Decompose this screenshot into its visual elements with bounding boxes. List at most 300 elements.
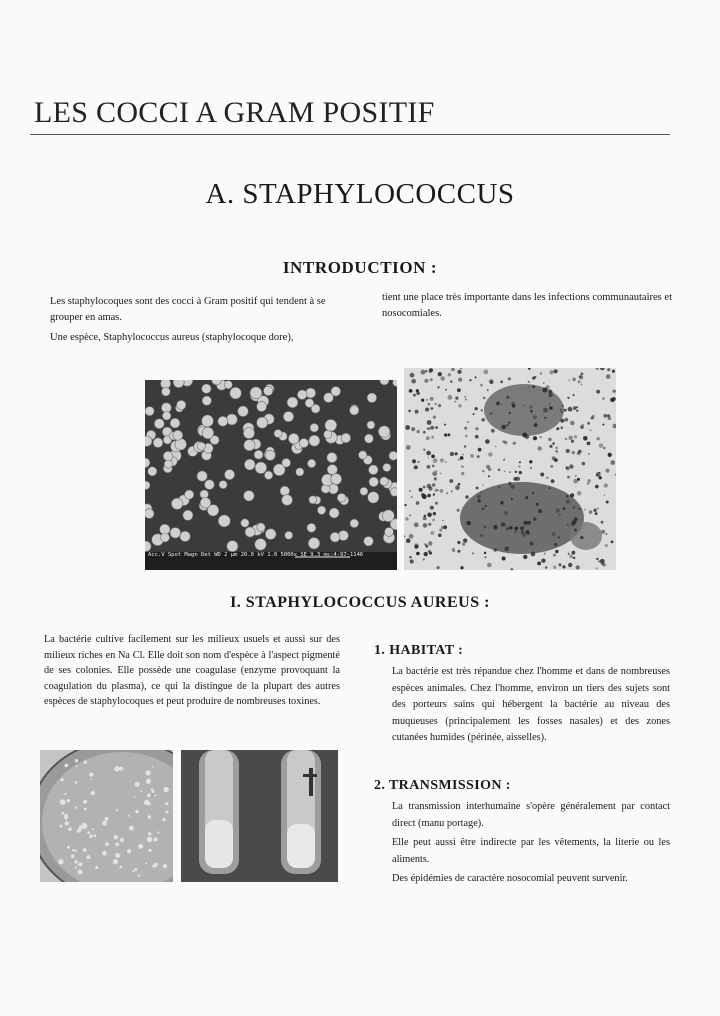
stained-coccus: [545, 566, 548, 569]
stained-coccus: [465, 495, 469, 499]
stained-coccus: [470, 454, 474, 458]
stained-coccus: [409, 514, 411, 516]
stained-coccus: [520, 526, 524, 530]
colony: [138, 874, 140, 876]
stained-coccus: [433, 458, 438, 463]
stained-coccus: [417, 430, 420, 433]
coccus-cell: [324, 430, 332, 438]
coccus-cell: [331, 387, 341, 397]
stained-coccus: [549, 406, 553, 410]
coccus-cell: [226, 414, 237, 425]
stained-coccus: [438, 372, 442, 376]
colony: [74, 860, 78, 864]
stained-coccus: [406, 538, 411, 543]
stained-coccus: [554, 543, 557, 546]
stained-coccus: [452, 548, 456, 552]
stained-coccus: [567, 476, 570, 479]
stained-coccus: [490, 412, 493, 415]
stained-coccus: [435, 502, 438, 505]
stained-coccus: [523, 534, 526, 537]
coccus-cell: [154, 419, 164, 429]
title-rule: [30, 134, 670, 135]
coccus-cell: [161, 533, 170, 542]
stained-coccus: [475, 427, 478, 430]
stained-coccus: [444, 433, 447, 436]
stained-coccus: [423, 431, 426, 434]
coccus-cell: [367, 393, 377, 403]
coccus-cell: [282, 495, 293, 506]
colony: [79, 862, 83, 866]
stained-coccus: [566, 500, 570, 504]
coccus-cell: [244, 459, 255, 470]
stained-coccus: [587, 442, 591, 446]
stained-coccus: [608, 453, 612, 457]
stained-coccus: [607, 414, 610, 417]
colony: [154, 838, 158, 842]
stained-coccus: [554, 369, 558, 373]
stained-coccus: [442, 520, 444, 522]
coccus-cell: [327, 453, 337, 463]
coccus-cell: [244, 440, 255, 451]
coccus-cell: [145, 509, 154, 519]
stained-coccus: [410, 559, 414, 563]
stained-coccus: [478, 448, 482, 452]
coccus-cell: [218, 515, 230, 527]
stained-coccus: [558, 563, 561, 566]
coccus-cell: [350, 406, 359, 415]
stained-coccus: [431, 455, 435, 459]
colony: [115, 843, 119, 847]
stained-coccus: [427, 513, 432, 518]
coccus-cell: [280, 486, 290, 496]
coccus-cell: [245, 527, 255, 537]
coccus-cell: [219, 481, 227, 489]
colony: [135, 782, 140, 787]
staph-aureus-heading: I. STAPHYLOCOCCUS AUREUS :: [230, 594, 490, 611]
stained-coccus: [540, 436, 542, 438]
stained-coccus: [482, 419, 485, 422]
stained-coccus: [587, 479, 590, 482]
stained-coccus: [555, 508, 560, 513]
stained-coccus: [529, 405, 532, 408]
transmission-paragraph-3: Des épidémies de caractère nosocomial peuvent survenir.: [392, 873, 628, 884]
coccus-cell: [288, 433, 299, 444]
habitat-heading: 1. HABITAT :: [374, 643, 464, 658]
coccus-cell: [287, 397, 298, 408]
stained-coccus: [408, 410, 410, 412]
colony: [147, 837, 153, 843]
coccus-cell: [185, 490, 194, 499]
coccus-cell: [197, 442, 205, 450]
stained-coccus: [405, 517, 408, 520]
stained-coccus: [525, 496, 528, 499]
stained-coccus: [603, 447, 605, 449]
stained-coccus: [416, 552, 420, 556]
stained-coccus: [529, 460, 532, 463]
stained-coccus: [607, 368, 610, 371]
stained-coccus: [414, 522, 419, 527]
stained-coccus: [454, 401, 456, 403]
sem-scale-caption: Acc.V Spot Magn Det WD 2 µm 20.0 kV 1.0 5000x SE 9.3 ms:4-97-1146: [148, 552, 364, 558]
stained-coccus: [498, 486, 500, 488]
coccus-cell: [202, 384, 211, 393]
colony: [147, 802, 151, 806]
sem-micrograph-drawing: [145, 380, 397, 570]
stained-coccus: [534, 376, 536, 378]
stained-coccus: [514, 477, 518, 481]
stained-coccus: [444, 424, 446, 426]
stained-coccus: [515, 531, 517, 533]
stained-coccus: [489, 379, 494, 384]
stained-coccus: [482, 484, 484, 486]
stained-coccus: [485, 505, 487, 507]
stained-coccus: [543, 382, 545, 384]
stained-coccus: [440, 473, 442, 475]
stained-coccus: [548, 438, 551, 441]
colony: [64, 793, 66, 795]
stained-coccus: [426, 399, 428, 401]
stained-coccus: [515, 471, 517, 473]
coccus-cell: [330, 532, 340, 542]
stained-coccus: [511, 498, 513, 500]
coccus-cell: [306, 388, 316, 398]
stained-coccus: [475, 435, 479, 439]
stained-coccus: [591, 417, 594, 420]
stained-coccus: [511, 402, 514, 405]
stained-coccus: [416, 501, 420, 505]
colony: [76, 765, 78, 767]
stained-coccus: [549, 403, 551, 405]
stained-coccus: [433, 512, 436, 515]
coccus-cell: [263, 386, 272, 395]
stained-coccus: [581, 373, 584, 376]
coccus-cell: [148, 467, 157, 476]
colony: [114, 766, 119, 771]
section-title: A. STAPHYLOCOCCUS: [205, 178, 515, 210]
coccus-cell: [164, 460, 172, 468]
stained-coccus: [519, 471, 522, 474]
colony: [146, 770, 151, 775]
coccus-cell: [145, 407, 154, 416]
intro-left-column: [50, 294, 350, 350]
stained-coccus: [522, 433, 527, 438]
stained-coccus: [447, 433, 450, 436]
stained-coccus: [533, 517, 537, 521]
colony: [58, 859, 63, 864]
stained-coccus: [484, 525, 487, 528]
stained-coccus: [494, 548, 497, 551]
colony: [67, 846, 70, 849]
stained-coccus: [553, 554, 556, 557]
coccus-cell: [308, 538, 319, 549]
transmission-text: [392, 799, 670, 891]
stained-coccus: [484, 370, 489, 375]
stained-coccus: [562, 405, 564, 407]
coccus-cell: [309, 435, 320, 446]
stained-coccus: [511, 485, 515, 489]
colony: [120, 838, 124, 842]
stained-coccus: [423, 558, 425, 560]
coccus-cell: [265, 450, 275, 460]
stained-coccus: [500, 501, 503, 504]
stained-coccus: [458, 378, 462, 382]
gram-stain-smear-image: [404, 368, 616, 570]
stained-coccus: [584, 509, 586, 511]
stained-coccus: [435, 403, 437, 405]
stained-coccus: [445, 461, 447, 463]
colony: [135, 810, 139, 814]
stained-coccus: [552, 532, 556, 536]
stained-coccus: [568, 436, 573, 441]
stained-coccus: [572, 551, 576, 555]
stained-coccus: [465, 399, 467, 401]
stained-coccus: [428, 541, 432, 545]
stained-coccus: [455, 452, 458, 455]
coccus-cell: [390, 488, 397, 497]
stained-coccus: [601, 530, 605, 534]
stained-coccus: [430, 397, 434, 401]
stained-coccus: [577, 491, 582, 496]
stained-coccus: [513, 442, 516, 445]
stained-coccus: [576, 410, 578, 412]
stained-coccus: [605, 469, 609, 473]
stained-coccus: [423, 517, 427, 521]
stained-coccus: [504, 511, 508, 515]
stained-coccus: [578, 450, 582, 454]
coccus-cell: [368, 492, 379, 503]
stained-coccus: [458, 483, 461, 486]
coccus-cell: [163, 451, 173, 461]
coccus-cell: [264, 471, 272, 479]
stained-coccus: [597, 508, 599, 510]
transmission-paragraph-1: La transmission interhumaine s'opère généralement par contact direct (manu portage).: [392, 801, 670, 829]
stained-coccus: [482, 470, 484, 472]
colony: [114, 835, 118, 839]
stained-coccus: [500, 380, 503, 383]
stained-coccus: [506, 396, 510, 400]
stained-coccus: [411, 427, 415, 431]
stained-coccus: [430, 426, 434, 430]
stained-coccus: [427, 465, 431, 469]
coccus-cell: [243, 428, 254, 439]
stained-coccus: [450, 452, 454, 456]
coccus-cell: [200, 490, 209, 499]
stained-coccus: [410, 373, 415, 378]
stained-coccus: [611, 541, 614, 544]
stained-coccus: [457, 509, 460, 512]
stained-coccus: [538, 446, 542, 450]
stained-coccus: [606, 374, 611, 379]
stained-coccus: [438, 404, 441, 407]
stained-coccus: [460, 456, 464, 460]
coccus-cell: [273, 464, 285, 476]
coccus-cell: [250, 387, 262, 399]
habitat-text: La bactérie est très répandue chez l'homme et dans de nombreuses espèces animales. Chez l'homme, environ un tiers des sujets sont des porteurs sains qui hébergent la bactérie au niveau des muqueuses (principalement les fosses nasales) et des zones cutanées humides (périnée, aisselles).: [392, 666, 670, 743]
stained-coccus: [440, 458, 444, 462]
stained-coccus: [596, 567, 598, 569]
stained-coccus: [415, 410, 419, 414]
colony: [65, 818, 67, 820]
stained-coccus: [508, 421, 510, 423]
coccus-cell: [309, 496, 317, 504]
stained-coccus: [455, 397, 458, 400]
colony: [83, 800, 87, 804]
colony: [162, 818, 165, 821]
colony: [163, 864, 167, 868]
stained-coccus: [475, 376, 477, 378]
stained-coccus: [602, 397, 605, 400]
coccus-cell: [224, 381, 232, 389]
stained-coccus: [428, 427, 431, 430]
stained-coccus: [481, 409, 483, 411]
coccus-cell: [274, 430, 282, 438]
stained-coccus: [428, 403, 431, 406]
stained-coccus: [543, 408, 548, 413]
stained-coccus: [563, 507, 566, 510]
colony: [119, 866, 122, 869]
colony: [134, 868, 137, 871]
coccus-cell: [310, 423, 319, 432]
stained-coccus: [425, 370, 427, 372]
stained-coccus: [590, 429, 592, 431]
petri-dish-drawing: [40, 750, 173, 882]
stained-coccus: [525, 530, 530, 535]
page-title: LES COCCI A GRAM POSITIF: [34, 96, 435, 129]
colony: [148, 815, 152, 819]
colony: [102, 851, 107, 856]
stained-coccus: [566, 449, 570, 453]
stained-coccus: [569, 464, 573, 468]
stained-coccus: [564, 409, 567, 412]
stained-coccus: [501, 404, 503, 406]
stained-coccus: [544, 417, 546, 419]
stained-coccus: [450, 381, 452, 383]
colony: [93, 834, 96, 837]
coccus-cell: [170, 418, 180, 428]
transmission-paragraph-2: Elle peut aussi être indirecte par les vêtements, la literie ou les aliments.: [392, 837, 670, 865]
stained-coccus: [509, 526, 513, 530]
stained-coccus: [428, 487, 432, 491]
stained-coccus: [582, 462, 586, 466]
stained-coccus: [424, 552, 428, 556]
stained-coccus: [485, 439, 490, 444]
coccus-cell: [378, 426, 390, 438]
colony: [77, 869, 82, 874]
stained-coccus: [509, 471, 511, 473]
colony: [132, 870, 134, 872]
stained-coccus: [596, 558, 598, 560]
colony: [89, 835, 93, 839]
stained-coccus: [552, 442, 554, 444]
intro-heading: INTRODUCTION :: [282, 258, 438, 277]
intro-paragraph-2: Une espèce, Staphylococcus aureus (staphylocoque dore),: [50, 332, 294, 343]
colony: [151, 788, 154, 791]
stained-coccus: [536, 503, 539, 506]
stained-coccus: [559, 514, 561, 516]
stained-coccus: [603, 563, 606, 566]
coccus-cell: [202, 396, 211, 405]
stained-coccus: [506, 424, 508, 426]
colony: [84, 761, 87, 764]
coccus-cell: [254, 450, 263, 459]
colony: [102, 821, 107, 826]
stained-coccus: [555, 447, 557, 449]
stained-coccus: [524, 405, 526, 407]
coccus-cell: [380, 477, 389, 486]
stained-coccus: [524, 521, 528, 525]
stained-coccus: [568, 380, 570, 382]
coccus-cell: [180, 531, 190, 541]
stained-coccus: [569, 554, 573, 558]
stained-coccus: [595, 485, 599, 489]
coccus-cell: [283, 411, 293, 421]
stained-coccus: [416, 389, 419, 392]
stained-coccus: [530, 410, 533, 413]
stained-coccus: [434, 477, 437, 480]
colony: [95, 866, 98, 869]
coccus-cell: [311, 404, 320, 413]
coccus-cell: [218, 416, 228, 426]
stained-coccus: [506, 527, 509, 530]
stained-coccus: [570, 421, 575, 426]
coccus-cell: [225, 470, 235, 480]
stained-coccus: [572, 451, 575, 454]
stained-coccus: [560, 409, 562, 411]
stained-coccus: [610, 398, 615, 403]
stained-coccus: [437, 566, 440, 569]
stained-coccus: [508, 482, 511, 485]
stained-coccus: [464, 396, 466, 398]
stained-coccus: [483, 397, 486, 400]
colony: [127, 849, 131, 853]
colony: [60, 799, 66, 805]
stained-coccus: [604, 483, 608, 487]
stained-coccus: [528, 381, 530, 383]
colony: [148, 832, 151, 835]
coccus-cell: [350, 519, 359, 528]
stained-coccus: [433, 416, 436, 419]
stained-coccus: [604, 494, 606, 496]
stained-coccus: [431, 436, 434, 439]
coccus-cell: [257, 402, 267, 412]
stained-coccus: [498, 469, 501, 472]
stained-coccus: [578, 380, 581, 383]
stained-coccus: [602, 424, 604, 426]
coccus-cell: [364, 434, 373, 443]
coccus-cell: [197, 471, 207, 481]
coccus-cell: [177, 400, 186, 409]
stained-coccus: [580, 536, 583, 539]
colony: [145, 863, 147, 865]
stained-coccus: [421, 493, 425, 497]
stained-coccus: [523, 555, 527, 559]
stained-coccus: [458, 404, 462, 408]
stained-coccus: [466, 521, 470, 525]
intro-right-paragraph: tient une place très importante dans les infections communautaires et nosocomiales.: [382, 292, 672, 319]
stained-coccus: [572, 378, 576, 382]
stained-coccus: [496, 402, 499, 405]
colony: [75, 781, 78, 784]
stained-coccus: [571, 440, 574, 443]
coccus-cell: [202, 427, 214, 439]
colony: [61, 778, 64, 781]
stained-coccus: [433, 493, 435, 495]
stained-coccus: [404, 504, 406, 506]
stained-coccus: [425, 408, 429, 412]
coccus-cell: [200, 498, 211, 509]
stained-coccus: [487, 563, 492, 568]
colony: [92, 828, 94, 830]
